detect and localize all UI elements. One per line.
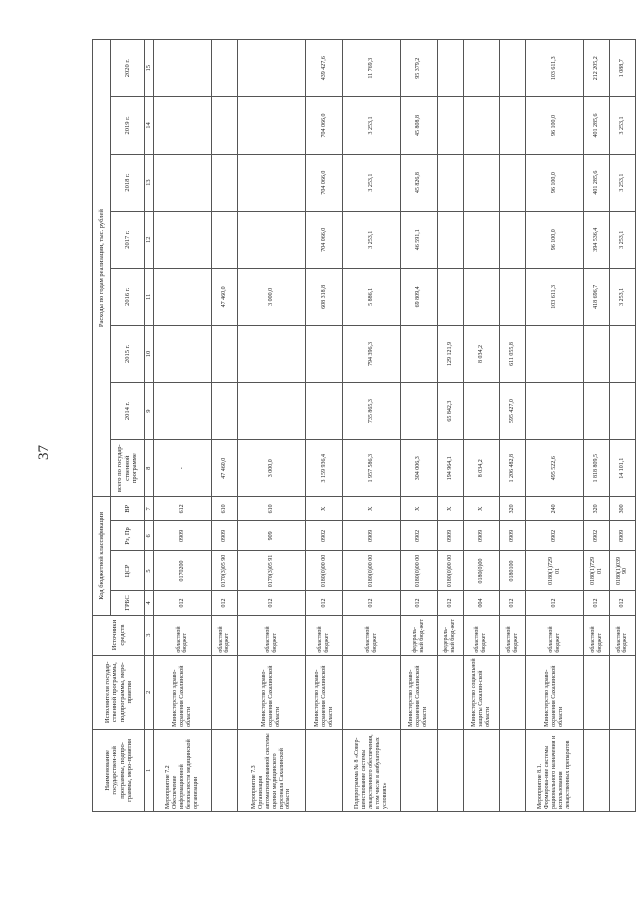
row-grbs: 012 bbox=[500, 591, 526, 615]
header-name: Наименование государствен-ной программы, подпро-граммы, меро-приятия bbox=[93, 729, 145, 811]
row-csr: 0180(1)729 01 bbox=[584, 551, 610, 591]
row-csr: 0170200 bbox=[154, 551, 212, 591]
col-index: 6 bbox=[145, 521, 154, 551]
col-index: 10 bbox=[145, 325, 154, 382]
row-csr: 0180(0)00 00 bbox=[343, 551, 401, 591]
row-2017: 394 536,4 bbox=[584, 211, 610, 268]
row-vr: 612 bbox=[154, 497, 212, 521]
row-total: 495 522,6 bbox=[526, 440, 584, 497]
row-rzpr: 0909 bbox=[343, 521, 401, 551]
row-grbs: 012 bbox=[306, 591, 343, 615]
row-2016: 3 000,0 bbox=[237, 268, 306, 325]
row-2017: 3 253,1 bbox=[343, 211, 401, 268]
row-executor: Министерство здраво-охранения Сахалинской области bbox=[400, 655, 437, 729]
row-2019: 3 253,1 bbox=[609, 97, 635, 154]
row-2018 bbox=[437, 154, 463, 211]
header-2020: 2020 г. bbox=[111, 40, 145, 97]
row-csr: 0180(1)729 01 bbox=[526, 551, 584, 591]
row-executor bbox=[500, 655, 526, 729]
row-name bbox=[500, 729, 526, 811]
row-csr: 0180(0)00 00 bbox=[437, 551, 463, 591]
row-grbs: 012 bbox=[584, 591, 610, 615]
row-2020 bbox=[437, 40, 463, 97]
table-body bbox=[154, 40, 636, 812]
page-number: 37 bbox=[36, 445, 52, 460]
row-2018 bbox=[154, 154, 212, 211]
row-vr: 240 bbox=[526, 497, 584, 521]
table-row bbox=[437, 40, 463, 812]
header-csr: ЦСР bbox=[111, 551, 145, 591]
row-total: 14 101,1 bbox=[609, 440, 635, 497]
row-total: 304 006,3 bbox=[400, 440, 437, 497]
row-2016: 608 318,8 bbox=[306, 268, 343, 325]
row-total: 3 000,0 bbox=[237, 440, 306, 497]
row-csr: 0170(3)05 90 bbox=[211, 551, 237, 591]
row-2014 bbox=[526, 383, 584, 440]
table-row bbox=[609, 40, 635, 812]
row-2020 bbox=[154, 40, 212, 97]
row-rzpr: 0909 bbox=[154, 521, 212, 551]
row-2015 bbox=[211, 325, 237, 382]
row-2018: 45 826,8 bbox=[400, 154, 437, 211]
row-2020 bbox=[211, 40, 237, 97]
table-row bbox=[343, 40, 401, 812]
header-grbs: ГРБС bbox=[111, 591, 145, 615]
row-2018 bbox=[463, 154, 500, 211]
row-2014 bbox=[306, 383, 343, 440]
row-source: областной бюджет bbox=[211, 615, 237, 655]
row-2014: 65 842,3 bbox=[437, 383, 463, 440]
row-vr: X bbox=[306, 497, 343, 521]
row-total: - bbox=[154, 440, 212, 497]
row-total: 8 034,2 bbox=[463, 440, 500, 497]
row-2015 bbox=[237, 325, 306, 382]
row-source: областной бюджет bbox=[500, 615, 526, 655]
row-2019 bbox=[500, 97, 526, 154]
row-2016 bbox=[154, 268, 212, 325]
header-2018: 2018 г. bbox=[111, 154, 145, 211]
row-csr: 0180(1)039 90 bbox=[609, 551, 635, 591]
row-2017 bbox=[154, 211, 212, 268]
row-source: областной бюджет bbox=[463, 615, 500, 655]
row-2017: 3 253,1 bbox=[609, 211, 635, 268]
row-rzpr: 0909 bbox=[463, 521, 500, 551]
row-name bbox=[400, 729, 437, 811]
header-2014: 2014 г. bbox=[111, 383, 145, 440]
row-executor bbox=[437, 655, 463, 729]
row-rzpr: 0909 bbox=[609, 521, 635, 551]
row-grbs: 012 bbox=[211, 591, 237, 615]
table-row bbox=[237, 40, 306, 812]
row-source: федераль-ный бюд-жет bbox=[400, 615, 437, 655]
table-row bbox=[211, 40, 237, 812]
row-2020: 212 205,2 bbox=[584, 40, 610, 97]
row-2016 bbox=[437, 268, 463, 325]
col-index: 4 bbox=[145, 591, 154, 615]
row-total: 1 818 809,5 bbox=[584, 440, 610, 497]
row-2014 bbox=[584, 383, 610, 440]
row-2020 bbox=[500, 40, 526, 97]
row-vr: 610 bbox=[237, 497, 306, 521]
row-total: 3 159 936,4 bbox=[306, 440, 343, 497]
row-grbs: 012 bbox=[154, 591, 212, 615]
row-vr: 300 bbox=[609, 497, 635, 521]
header-executor: Исполнители государ-ственной программы, подпрограммы, меро-приятия bbox=[93, 655, 145, 729]
row-total: 194 964,1 bbox=[437, 440, 463, 497]
row-name bbox=[609, 729, 635, 811]
row-2019: 3 253,1 bbox=[343, 97, 401, 154]
row-2019: 401 285,6 bbox=[584, 97, 610, 154]
row-2018: 401 285,6 bbox=[584, 154, 610, 211]
row-source: областной бюджет bbox=[154, 615, 212, 655]
header-2017: 2017 г. bbox=[111, 211, 145, 268]
row-2019 bbox=[211, 97, 237, 154]
table-row bbox=[463, 40, 500, 812]
row-2015 bbox=[526, 325, 584, 382]
row-2017 bbox=[211, 211, 237, 268]
row-vr: X bbox=[343, 497, 401, 521]
row-rzpr: 0902 bbox=[584, 521, 610, 551]
row-2014 bbox=[211, 383, 237, 440]
row-csr: 0170(3)05 91 bbox=[237, 551, 306, 591]
row-2018 bbox=[211, 154, 237, 211]
row-2017 bbox=[463, 211, 500, 268]
row-2018 bbox=[237, 154, 306, 211]
row-name: Мероприятие 7.3 Организация автоматизированной системы оценки медицинского персонала Сахалинской области bbox=[237, 729, 306, 811]
row-source: областной бюджет bbox=[584, 615, 610, 655]
row-2017 bbox=[237, 211, 306, 268]
row-rzpr: 909 bbox=[237, 521, 306, 551]
row-grbs: 012 bbox=[609, 591, 635, 615]
row-executor: Министерство здраво-охранения Сахалинской области bbox=[237, 655, 306, 729]
row-2016: 69 809,4 bbox=[400, 268, 437, 325]
row-source: областной бюджет bbox=[237, 615, 306, 655]
row-2015: 611 055,8 bbox=[500, 325, 526, 382]
row-total: 1 957 586,3 bbox=[343, 440, 401, 497]
header-2015: 2015 г. bbox=[111, 325, 145, 382]
row-2014 bbox=[609, 383, 635, 440]
row-2019 bbox=[154, 97, 212, 154]
row-2014: 595 427,0 bbox=[500, 383, 526, 440]
row-2014 bbox=[463, 383, 500, 440]
row-2019: 704 066,0 bbox=[306, 97, 343, 154]
row-2016 bbox=[463, 268, 500, 325]
row-rzpr: 0909 bbox=[500, 521, 526, 551]
row-2015: 129 121,9 bbox=[437, 325, 463, 382]
header-rzpr: Рз, Пр bbox=[111, 521, 145, 551]
row-grbs: 012 bbox=[343, 591, 401, 615]
row-2020: 11 769,3 bbox=[343, 40, 401, 97]
row-grbs: 012 bbox=[400, 591, 437, 615]
table-row bbox=[500, 40, 526, 812]
row-rzpr: 0902 bbox=[306, 521, 343, 551]
header-budget-code: Код бюджетной классификации bbox=[93, 497, 111, 615]
row-2020 bbox=[237, 40, 306, 97]
row-2018: 3 253,1 bbox=[609, 154, 635, 211]
row-vr: X bbox=[463, 497, 500, 521]
row-name: Подпрограмма № 8 «Совер-шенствование системы лекарственного обеспечения, в том числе в амбулаторных условиях» bbox=[343, 729, 401, 811]
row-name bbox=[306, 729, 343, 811]
col-index: 3 bbox=[145, 615, 154, 655]
row-executor bbox=[609, 655, 635, 729]
row-total: 1 206 482,8 bbox=[500, 440, 526, 497]
row-2015 bbox=[584, 325, 610, 382]
header-expenses: Расходы по годам реализации, тыс. рублей bbox=[93, 40, 111, 497]
row-2017: 96 100,0 bbox=[526, 211, 584, 268]
row-2014 bbox=[154, 383, 212, 440]
row-2015 bbox=[154, 325, 212, 382]
row-2019: 45 808,8 bbox=[400, 97, 437, 154]
row-source: областной бюджет bbox=[306, 615, 343, 655]
row-2016 bbox=[500, 268, 526, 325]
row-executor: Министерство здраво-охранения Сахалинской области bbox=[154, 655, 212, 729]
row-grbs: 012 bbox=[437, 591, 463, 615]
row-name: Мероприятие 7.2 Обеспечение информационной безопасности медицинской организации bbox=[154, 729, 212, 811]
row-2020: 439 427,6 bbox=[306, 40, 343, 97]
row-grbs: 004 bbox=[463, 591, 500, 615]
row-2015: 794 396,3 bbox=[343, 325, 401, 382]
table-row bbox=[526, 40, 584, 812]
row-2016: 5 886,1 bbox=[343, 268, 401, 325]
row-2015 bbox=[609, 325, 635, 382]
row-2014 bbox=[400, 383, 437, 440]
row-2017: 46 591,1 bbox=[400, 211, 437, 268]
row-2018: 3 253,1 bbox=[343, 154, 401, 211]
row-2018 bbox=[500, 154, 526, 211]
col-index: 9 bbox=[145, 383, 154, 440]
header-total: всего по государ-ственной программе bbox=[111, 440, 145, 497]
row-2019: 96 100,0 bbox=[526, 97, 584, 154]
row-executor: Министерство здраво-охранения Сахалинской области bbox=[306, 655, 343, 729]
col-index: 7 bbox=[145, 497, 154, 521]
budget-table bbox=[92, 39, 636, 812]
header-source: Источники средств bbox=[93, 615, 145, 655]
row-2016: 47 460,0 bbox=[211, 268, 237, 325]
row-2014 bbox=[237, 383, 306, 440]
row-vr: X bbox=[400, 497, 437, 521]
row-vr: X bbox=[437, 497, 463, 521]
row-2019 bbox=[437, 97, 463, 154]
row-2016: 418 696,7 bbox=[584, 268, 610, 325]
row-total: 47 460,0 bbox=[211, 440, 237, 497]
col-index: 12 bbox=[145, 211, 154, 268]
row-2018: 96 100,0 bbox=[526, 154, 584, 211]
row-2015 bbox=[400, 325, 437, 382]
row-name bbox=[463, 729, 500, 811]
row-executor bbox=[343, 655, 401, 729]
row-2020: 1 088,7 bbox=[609, 40, 635, 97]
row-csr: 0180(0)00 bbox=[463, 551, 500, 591]
row-2020 bbox=[463, 40, 500, 97]
row-rzpr: 0909 bbox=[437, 521, 463, 551]
row-csr: 0180100 bbox=[500, 551, 526, 591]
row-2014: 735 865,3 bbox=[343, 383, 401, 440]
row-vr: 320 bbox=[584, 497, 610, 521]
row-csr: 0180(0)00 00 bbox=[400, 551, 437, 591]
row-source: федераль-ный бюд-жет bbox=[437, 615, 463, 655]
table-row bbox=[584, 40, 610, 812]
col-index: 15 bbox=[145, 40, 154, 97]
row-2017 bbox=[437, 211, 463, 268]
row-2015: 8 034,2 bbox=[463, 325, 500, 382]
row-executor: Министерство социальной защиты Сахалин-ской области bbox=[463, 655, 500, 729]
table-row bbox=[400, 40, 437, 812]
row-source: областной бюджет bbox=[526, 615, 584, 655]
row-csr: 0180(0)00 00 bbox=[306, 551, 343, 591]
row-2020: 95 379,2 bbox=[400, 40, 437, 97]
row-name bbox=[437, 729, 463, 811]
row-2020: 103 611,3 bbox=[526, 40, 584, 97]
row-rzpr: 0902 bbox=[400, 521, 437, 551]
row-2016: 3 253,1 bbox=[609, 268, 635, 325]
header-vr: ВР bbox=[111, 497, 145, 521]
budget-table-container bbox=[92, 39, 636, 812]
header-2019: 2019 г. bbox=[111, 97, 145, 154]
col-index: 1 bbox=[145, 729, 154, 811]
row-vr: 320 bbox=[500, 497, 526, 521]
row-2015 bbox=[306, 325, 343, 382]
table-row bbox=[306, 40, 343, 812]
row-2016: 103 611,3 bbox=[526, 268, 584, 325]
row-source: областной бюджет bbox=[343, 615, 401, 655]
row-grbs: 012 bbox=[526, 591, 584, 615]
row-2017 bbox=[500, 211, 526, 268]
col-index: 11 bbox=[145, 268, 154, 325]
header-2016: 2016 г. bbox=[111, 268, 145, 325]
row-rzpr: 0909 bbox=[211, 521, 237, 551]
row-2019 bbox=[237, 97, 306, 154]
col-index: 14 bbox=[145, 97, 154, 154]
row-name: Мероприятие 8.1. Формирова-ние системы рационального назначения и использования лекарственных препаратов bbox=[526, 729, 584, 811]
col-index: 2 bbox=[145, 655, 154, 729]
row-name bbox=[584, 729, 610, 811]
row-2017: 704 066,0 bbox=[306, 211, 343, 268]
row-name bbox=[211, 729, 237, 811]
row-vr: 610 bbox=[211, 497, 237, 521]
row-source: областной бюджет bbox=[609, 615, 635, 655]
row-executor bbox=[211, 655, 237, 729]
row-grbs: 012 bbox=[237, 591, 306, 615]
row-2019 bbox=[463, 97, 500, 154]
row-rzpr: 0902 bbox=[526, 521, 584, 551]
row-executor bbox=[584, 655, 610, 729]
table-row bbox=[154, 40, 212, 812]
col-index: 13 bbox=[145, 154, 154, 211]
col-index: 8 bbox=[145, 440, 154, 497]
row-executor: Министерство здраво-охранения Сахалинской области bbox=[526, 655, 584, 729]
col-index: 5 bbox=[145, 551, 154, 591]
row-2018: 704 066,0 bbox=[306, 154, 343, 211]
